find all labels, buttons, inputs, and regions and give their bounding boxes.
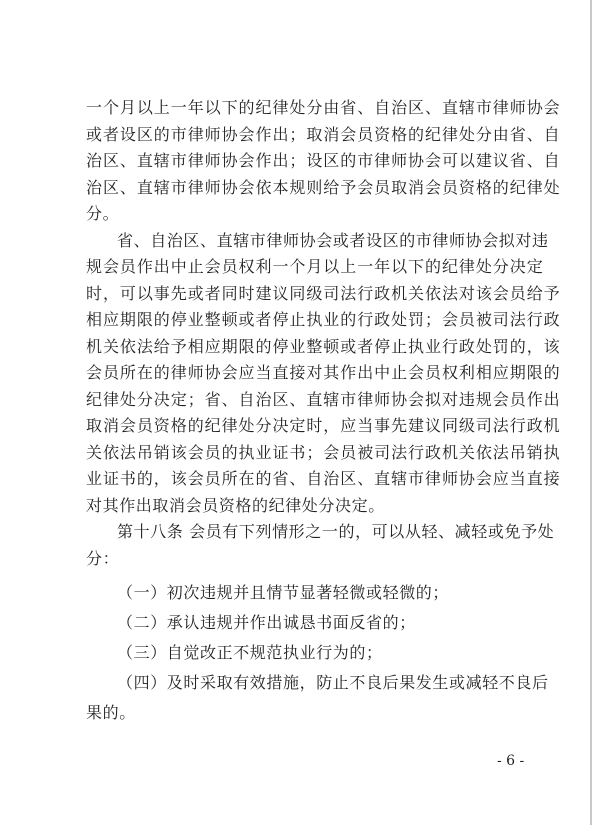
list-item-1: （一）初次违规并且情节显著轻微或轻微的； (117, 583, 450, 602)
text-line: 或者设区的市律师协会作出；取消会员资格的纪律处分由省、自 (86, 125, 561, 144)
text-line: 关依法吊销该会员的执业证书；会员被司法行政机关依法吊销执 (86, 443, 561, 462)
text-line: 取消会员资格的纪律处分决定时，应当事先建议同级司法行政机 (86, 416, 561, 435)
text-line: 分： (86, 549, 120, 568)
text-line: 分。 (86, 204, 120, 223)
text-line: 机关依法给予相应期限的停业整顿或者停止执业行政处罚的，该 (86, 337, 561, 356)
list-item-4: （四）及时采取有效措施，防止不良后果发生或减轻不良后 (117, 673, 549, 692)
text-line: 会员所在的律师协会应当直接对其作出中止会员权利相应期限的 (86, 363, 561, 382)
text-line: 治区、直辖市律师协会作出；设区的市律师协会可以建议省、自 (86, 151, 561, 170)
text-line: 相应期限的停业整顿或者停止执业的行政处罚；会员被司法行政 (86, 310, 561, 329)
text-line: 规会员作出中止会员权利一个月以上一年以下的纪律处分决定 (86, 257, 544, 276)
page-number: - 6 - (497, 753, 525, 769)
list-item-2: （二）承认违规并作出诚恳书面反省的； (117, 613, 416, 632)
text-line: 纪律处分决定；省、自治区、直辖市律师协会拟对违规会员作出 (86, 390, 561, 409)
text-line: 时，可以事先或者同时建议同级司法行政机关依法对该会员给予 (86, 284, 561, 303)
text-line: 一个月以上一年以下的纪律处分由省、自治区、直辖市律师协会 (86, 98, 561, 117)
article-heading-line: 第十八条 会员有下列情形之一的，可以从轻、减轻或免予处 (117, 522, 555, 541)
text-line: 业证书的，该会员所在的省、自治区、直辖市律师协会应当直接 (86, 469, 561, 488)
text-line: 省、自治区、直辖市律师协会或者设区的市律师协会拟对违 (117, 231, 549, 250)
text-line: 对其作出取消会员资格的纪律处分决定。 (86, 496, 385, 515)
text-line: 治区、直辖市律师协会依本规则给予会员取消会员资格的纪律处 (86, 178, 561, 197)
list-item-4-continued: 果的。 (86, 703, 136, 722)
list-item-3: （三）自觉改正不规范执业行为的； (117, 643, 383, 662)
